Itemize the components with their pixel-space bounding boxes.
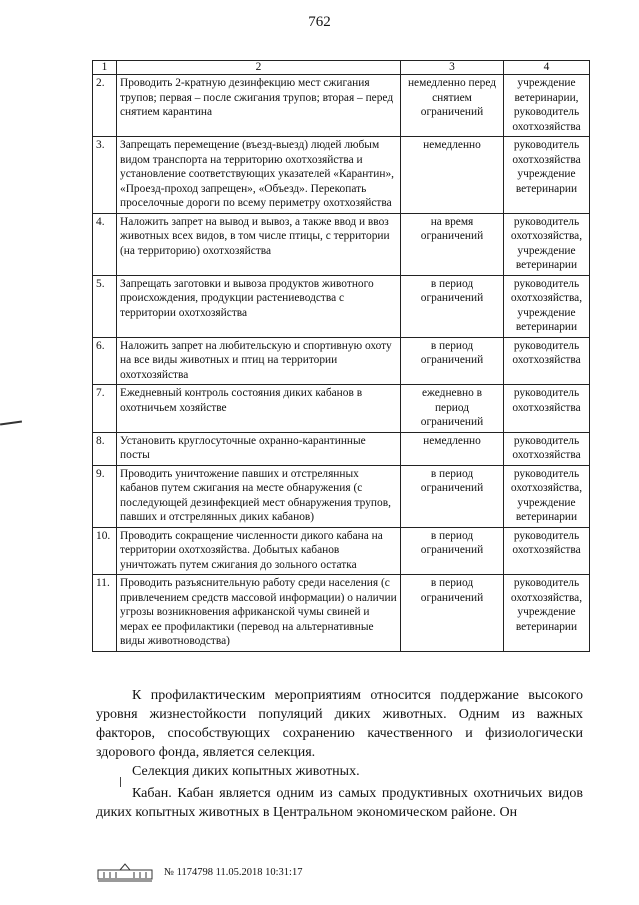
table-row [93, 213, 590, 275]
row-measure: Наложить запрет на вывод и вывоз, а также ввод и ввоз животных всех видов, в том числе птицы, с территории (на территорию) охотхозяйства [117, 213, 401, 275]
row-responsible: руководитель охотхозяйства [504, 432, 590, 465]
row-measure: Запрещать заготовки и вывоза продуктов животного происхождения, продукции растениеводства с территории охотхозяйства [117, 275, 401, 337]
row-term: ежедневно в период ограничений [401, 385, 504, 433]
header-col-1: 1 [93, 61, 117, 75]
row-measure: Проводить сокращение численности дикого кабана на территории охотхозяйства. Добытых кабанов уничтожать путем сжигания до зольного остатка [117, 527, 401, 575]
row-term: в период ограничений [401, 575, 504, 652]
row-responsible: руководитель охотхозяйства [504, 527, 590, 575]
row-measure: Проводить разъяснительную работу среди населения (с привлечением средств массовой информации) о наличии угрозы возникновения африканской чумы свиней и мерах ее профилактики (перевод на альтернативные виды животноводства) [117, 575, 401, 652]
row-responsible: руководитель охотхозяйства учреждение ветеринарии [504, 137, 590, 214]
row-responsible: руководитель охотхозяйства, учреждение ветеринарии [504, 465, 590, 527]
table-row [93, 137, 590, 214]
row-number: 5. [93, 275, 117, 337]
row-number: 8. [93, 432, 117, 465]
row-measure: Проводить 2-кратную дезинфекцию мест сжигания трупов; первая – после сжигания трупов; вторая – перед снятием карантина [117, 75, 401, 137]
table-row [93, 527, 590, 575]
row-number: 6. [93, 337, 117, 385]
table-row [93, 432, 590, 465]
margin-mark [0, 420, 22, 425]
row-measure: Запрещать перемещение (въезд-выезд) людей любым видом транспорта на территорию охотхозяйства и установление соответствующих указателей «Карантин», «Проезд-проход запрещен», «Объезд». Перекопать проселочные дороги по всему периметру охотхозяйства [117, 137, 401, 214]
table-row [93, 385, 590, 433]
row-responsible: руководитель охотхозяйства [504, 337, 590, 385]
row-measure: Ежедневный контроль состояния диких кабанов в охотничьем хозяйстве [117, 385, 401, 433]
row-number: 3. [93, 137, 117, 214]
row-measure: Установить круглосуточные охранно-карантинные посты [117, 432, 401, 465]
table-row [93, 575, 590, 652]
row-measure: Проводить уничтожение павших и отстрелянных кабанов путем сжигания на месте обнаружения (с последующей дезинфекцией мест обнаружения трупов, павших и отстрелянных диких кабанов) [117, 465, 401, 527]
row-measure: Наложить запрет на любительскую и спортивную охоту на все виды животных и птиц на территории охотхозяйства [117, 337, 401, 385]
row-term: в период ограничений [401, 465, 504, 527]
row-number: 9. [93, 465, 117, 527]
row-responsible: учреждение ветеринарии, руководитель охотхозяйства [504, 75, 590, 137]
table-row [93, 275, 590, 337]
table-header-row [93, 61, 590, 75]
row-term: немедленно перед снятием ограничений [401, 75, 504, 137]
row-number: 10. [93, 527, 117, 575]
row-responsible: руководитель охотхозяйства, учреждение ветеринарии [504, 275, 590, 337]
table-row [93, 337, 590, 385]
row-responsible: руководитель охотхозяйства [504, 385, 590, 433]
row-number: 7. [93, 385, 117, 433]
row-term: немедленно [401, 137, 504, 214]
row-responsible: руководитель охотхозяйства, учреждение ветеринарии [504, 575, 590, 652]
row-term: немедленно [401, 432, 504, 465]
page-number: 762 [308, 14, 331, 30]
table-row [93, 465, 590, 527]
header-col-4: 4 [504, 61, 590, 75]
paragraph-selection-heading: Селекция диких копытных животных. [132, 764, 360, 779]
paragraph-prophylaxis: К профилактическим мероприятиям относится поддержание высокого уровня жизнестойкости популяций диких животных. Одним из важных факторов, способствующих сохранению качественного и физиологически здорового фонда, является селекция. [96, 688, 583, 760]
row-responsible: руководитель охотхозяйства, учреждение ветеринарии [504, 213, 590, 275]
measures-table [92, 60, 590, 652]
header-col-3: 3 [401, 61, 504, 75]
document-reference: № 1174798 11.05.2018 10:31:17 [164, 866, 303, 878]
row-term: в период ограничений [401, 527, 504, 575]
row-term: в период ограничений [401, 337, 504, 385]
building-stamp-icon [96, 862, 154, 882]
row-term: в период ограничений [401, 275, 504, 337]
row-number: 2. [93, 75, 117, 137]
paragraph-boar: Кабан. Кабан является одним из самых продуктивных охотничьих видов диких копытных животных в Центральном экономическом районе. Он [96, 786, 583, 820]
row-number: 11. [93, 575, 117, 652]
header-col-2: 2 [117, 61, 401, 75]
document-footer [96, 862, 302, 882]
row-number: 4. [93, 213, 117, 275]
table-row [93, 75, 590, 137]
row-term: на время ограничений [401, 213, 504, 275]
